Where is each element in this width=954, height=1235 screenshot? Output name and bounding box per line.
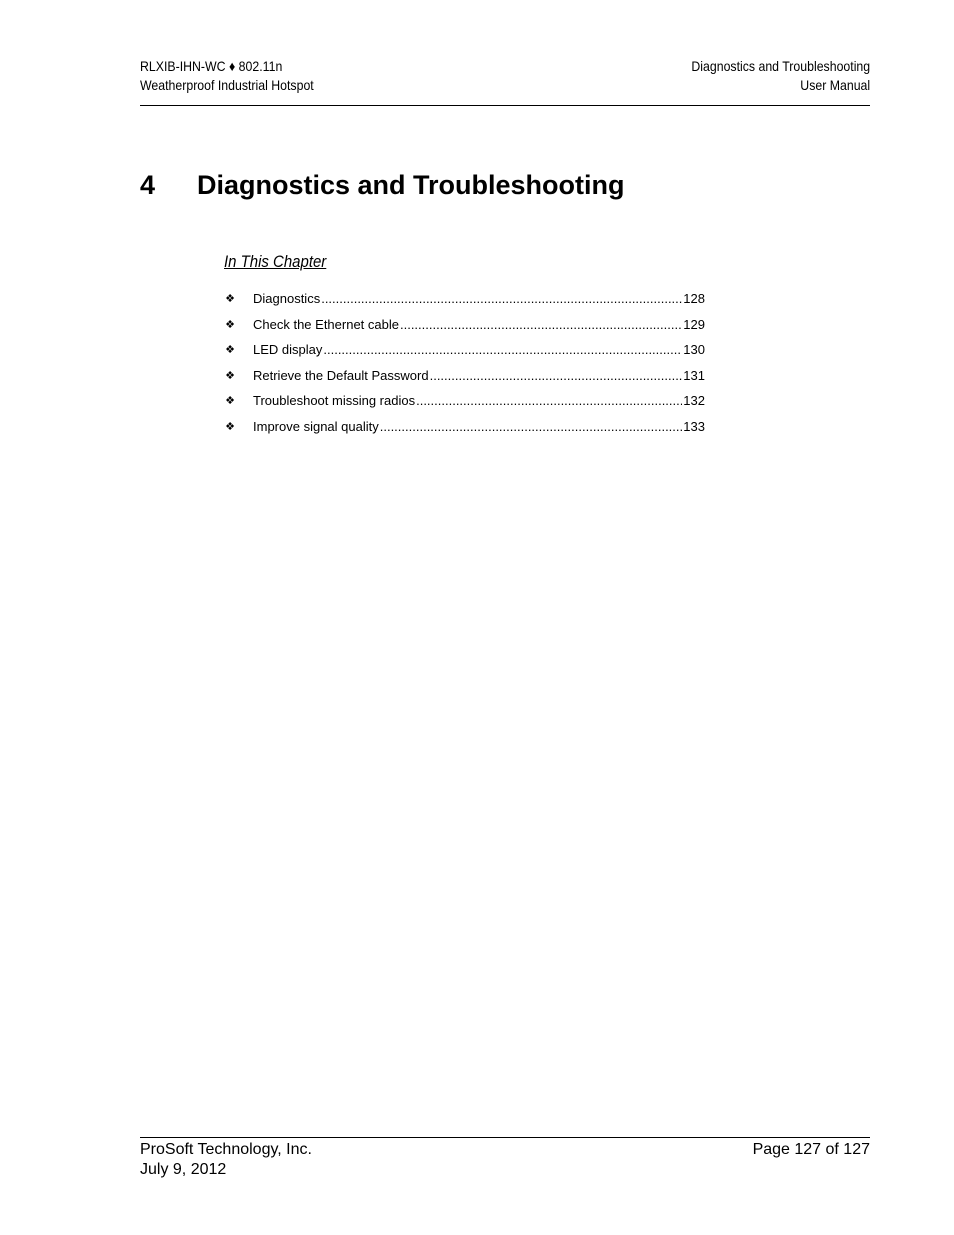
toc-item-label: Check the Ethernet cable (253, 316, 399, 332)
diamond-bullet-icon: ❖ (225, 293, 235, 305)
toc-item-page: 133 (683, 418, 705, 434)
toc-entry (253, 290, 705, 308)
footer-left (140, 1140, 312, 1180)
diamond-bullet-icon: ❖ (225, 318, 235, 331)
diamond-bullet-icon: ❖ (225, 344, 235, 356)
toc-item-label: LED display (253, 342, 323, 357)
toc-leader-dots (380, 418, 683, 436)
toc-entry (253, 341, 705, 359)
toc-entry (253, 367, 705, 385)
toc-list (224, 290, 705, 443)
toc-leader-dots (416, 392, 682, 410)
toc-item-page: 130 (683, 342, 705, 357)
toc-item-label: Retrieve the Default Password (253, 367, 429, 383)
page-footer (140, 1137, 870, 1178)
toc-entry (253, 392, 705, 410)
toc-item[interactable] (224, 341, 705, 367)
toc-item-page: 129 (683, 316, 705, 332)
toc-item[interactable] (224, 290, 705, 316)
toc-item-label: Troubleshoot missing radios (253, 393, 416, 408)
header-left (140, 57, 314, 95)
toc-leader-dots (400, 316, 682, 334)
toc-entry (253, 418, 705, 436)
publication-date: July 9, 2012 (140, 1161, 227, 1178)
toc-item[interactable] (224, 418, 705, 444)
toc-item-label: Diagnostics (253, 291, 321, 306)
toc-entry (253, 316, 705, 334)
diamond-bullet-icon: ❖ (225, 369, 235, 382)
toc-item[interactable] (224, 367, 705, 393)
product-name: RLXIB-IHN-WC ♦ 802.11n (140, 58, 283, 74)
document-type: User Manual (800, 77, 870, 93)
toc-item-page: 128 (683, 291, 705, 306)
toc-item-page: 131 (683, 367, 705, 383)
page-header (140, 57, 870, 106)
toc-leader-dots (430, 367, 683, 385)
page-number: Page 127 of 127 (752, 1141, 870, 1158)
toc-item[interactable] (224, 392, 705, 418)
diamond-bullet-icon: ❖ (225, 395, 235, 407)
chapter-title-text: Diagnostics and Troubleshooting (197, 170, 625, 200)
product-description: Weatherproof Industrial Hotspot (140, 77, 314, 93)
toc-item[interactable] (224, 316, 705, 342)
toc-leader-dots (321, 290, 682, 308)
toc-item-label: Improve signal quality (253, 418, 379, 434)
toc-leader-dots (323, 341, 682, 359)
header-right (691, 57, 870, 95)
toc-item-page: 132 (683, 393, 705, 408)
company-name: ProSoft Technology, Inc. (140, 1141, 312, 1158)
chapter-number: 4 (140, 170, 156, 200)
diamond-bullet-icon: ❖ (225, 420, 235, 433)
section-name: Diagnostics and Troubleshooting (691, 58, 870, 74)
chapter-title (140, 170, 625, 201)
toc-heading: In This Chapter (224, 252, 327, 271)
